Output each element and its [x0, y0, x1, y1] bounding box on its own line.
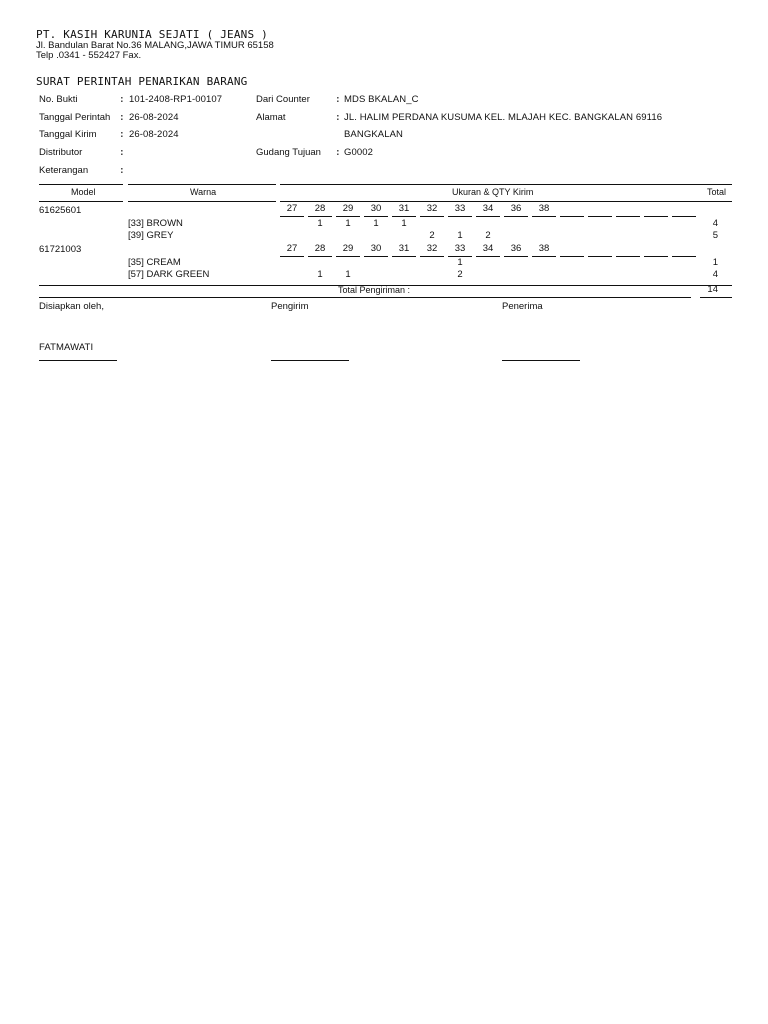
qty-cell: 1	[457, 257, 463, 268]
sender-label: Pengirim	[271, 301, 309, 312]
qty-cell: 1	[345, 218, 351, 229]
signature-line-receiver	[502, 360, 580, 361]
field-label-alamat: Alamat	[256, 112, 286, 123]
field-colon: :	[335, 147, 341, 158]
header-warna: Warna	[190, 187, 217, 197]
color-name: [35] CREAM	[128, 257, 181, 268]
header-ukuran: Ukuran & QTY Kirim	[452, 187, 534, 197]
size-label: 27	[286, 243, 298, 254]
size-rule	[616, 216, 640, 217]
field-label-tanggal-perintah: Tanggal Perintah	[39, 112, 111, 123]
size-label: 33	[454, 203, 466, 214]
field-colon: :	[119, 94, 125, 105]
size-label: 33	[454, 243, 466, 254]
field-value-alamat-line2: BANGKALAN	[344, 129, 403, 140]
qty-cell: 1	[457, 230, 463, 241]
size-rule	[588, 216, 612, 217]
size-rule	[560, 216, 584, 217]
size-rule	[336, 256, 360, 257]
qty-cell: 1	[317, 269, 323, 280]
field-label-no-bukti: No. Bukti	[39, 94, 78, 105]
company-phone: Telp .0341 - 552427 Fax.	[36, 50, 142, 61]
field-label-distributor: Distributor	[39, 147, 83, 158]
size-rule	[504, 256, 528, 257]
size-label: 38	[538, 243, 550, 254]
size-label: 36	[510, 243, 522, 254]
qty-cell: 2	[457, 269, 463, 280]
size-rule	[392, 256, 416, 257]
grand-total-value: 14	[707, 284, 718, 295]
field-value-gudang-tujuan: G0002	[344, 147, 374, 158]
prepared-by-name: FATMAWATI	[39, 342, 94, 353]
size-rule	[672, 256, 696, 257]
signature-line-prepared	[39, 360, 117, 361]
size-rule	[448, 216, 472, 217]
size-rule	[420, 216, 444, 217]
field-label-gudang-tujuan: Gudang Tujuan	[256, 147, 321, 158]
size-label: 32	[426, 243, 438, 254]
field-value-dari-counter: MDS BKALAN_C	[344, 94, 419, 105]
size-label: 29	[342, 203, 354, 214]
model-code: 61721003	[39, 244, 82, 255]
size-rule	[616, 256, 640, 257]
qty-cell: 1	[373, 218, 379, 229]
size-label: 31	[398, 203, 410, 214]
color-name: [57] DARK GREEN	[128, 269, 210, 280]
header-rule-warna	[128, 184, 276, 185]
field-colon: :	[119, 129, 125, 140]
size-rule	[476, 216, 500, 217]
qty-cell: 2	[485, 230, 491, 241]
field-label-keterangan: Keterangan	[39, 165, 89, 176]
row-total: 5	[712, 230, 718, 241]
size-label: 34	[482, 243, 494, 254]
field-colon: :	[119, 112, 125, 123]
size-rule	[560, 256, 584, 257]
field-value-no-bukti: 101-2408-RP1-00107	[129, 94, 223, 105]
size-rule	[644, 256, 668, 257]
field-label-dari-counter: Dari Counter	[256, 94, 310, 105]
document-title: SURAT PERINTAH PENARIKAN BARANG	[36, 75, 248, 88]
row-total: 4	[712, 218, 718, 229]
total-rule-bottom	[39, 297, 691, 298]
size-label: 28	[314, 203, 326, 214]
field-value-tanggal-kirim: 26-08-2024	[129, 129, 179, 140]
field-label-tanggal-kirim: Tanggal Kirim	[39, 129, 97, 140]
size-label: 29	[342, 243, 354, 254]
field-colon: :	[119, 165, 125, 176]
row-total: 4	[712, 269, 718, 280]
size-rule	[672, 216, 696, 217]
size-rule	[336, 216, 360, 217]
size-rule	[644, 216, 668, 217]
prepared-by-label: Disiapkan oleh,	[39, 301, 104, 312]
receiver-label: Penerima	[502, 301, 543, 312]
header-model: Model	[71, 187, 96, 197]
size-label: 31	[398, 243, 410, 254]
header-total: Total	[707, 187, 727, 197]
size-rule	[588, 256, 612, 257]
company-name: PT. KASIH KARUNIA SEJATI ( JEANS )	[36, 28, 268, 41]
size-rule	[364, 256, 388, 257]
signature-line-sender	[271, 360, 349, 361]
size-rule	[476, 256, 500, 257]
size-label: 28	[314, 243, 326, 254]
field-colon: :	[335, 112, 341, 123]
field-value-alamat: JL. HALIM PERDANA KUSUMA KEL. MLAJAH KEC. BANGKALAN 69116	[344, 112, 663, 123]
size-label: 38	[538, 203, 550, 214]
size-label: 30	[370, 243, 382, 254]
size-rule	[532, 256, 556, 257]
header-rule-model	[39, 184, 123, 185]
header-rule-model-bottom	[39, 201, 123, 202]
field-colon: :	[335, 94, 341, 105]
color-name: [39] GREY	[128, 230, 174, 241]
size-label: 34	[482, 203, 494, 214]
size-rule	[280, 216, 304, 217]
size-rule	[308, 216, 332, 217]
field-colon: :	[119, 147, 125, 158]
size-label: 36	[510, 203, 522, 214]
row-total: 1	[712, 257, 718, 268]
grand-total-label: Total Pengiriman :	[338, 285, 411, 295]
total-rule-bottom-right	[700, 297, 732, 298]
size-rule	[364, 216, 388, 217]
size-rule	[420, 256, 444, 257]
qty-cell: 1	[345, 269, 351, 280]
size-label: 27	[286, 203, 298, 214]
qty-cell: 1	[317, 218, 323, 229]
size-label: 32	[426, 203, 438, 214]
header-rule-ukuran	[280, 184, 732, 185]
size-label: 30	[370, 203, 382, 214]
company-address: Jl. Bandulan Barat No.36 MALANG,JAWA TIMUR 65158	[36, 40, 274, 51]
size-rule	[308, 256, 332, 257]
size-rule	[392, 216, 416, 217]
size-rule	[280, 256, 304, 257]
field-value-tanggal-perintah: 26-08-2024	[129, 112, 179, 123]
size-rule	[504, 216, 528, 217]
size-rule	[532, 216, 556, 217]
qty-cell: 2	[429, 230, 435, 241]
qty-cell: 1	[401, 218, 407, 229]
header-rule-ukuran-bottom	[280, 201, 732, 202]
color-name: [33] BROWN	[128, 218, 183, 229]
header-rule-warna-bottom	[128, 201, 276, 202]
model-code: 61625601	[39, 205, 82, 216]
